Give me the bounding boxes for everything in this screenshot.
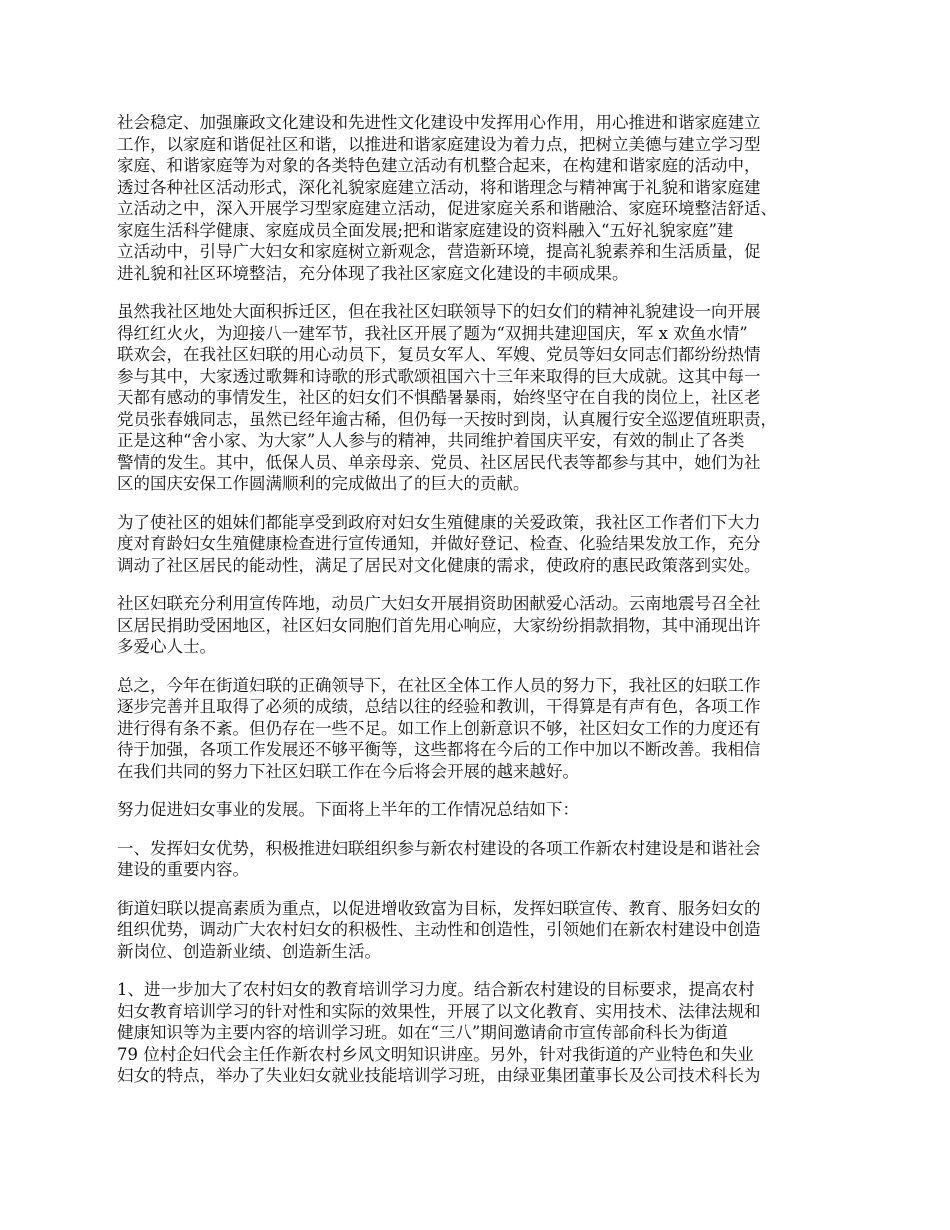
text-line: 妇女的特点，举办了失业妇女就业技能培训学习班，由绿亚集团董事长及公司技术科长为 (117, 1066, 761, 1085)
text-line: 调动了社区居民的能动性，满足了居民对文化健康的需求，使政府的惠民政策落到实处。 (117, 555, 761, 575)
text-line: 妇女教育培训学习的针对性和实际的效果性，开展了以文化教育、实用技术、法律法规和 (117, 1001, 761, 1021)
text-line: 街道妇联以提高素质为重点，以促进增收致富为目标，发挥妇联宣传、教育、服务妇女的 (117, 898, 761, 918)
text-line: 透过各种社区活动形式，深化礼貌家庭建立活动，将和谐理念与精神寓于礼貌和谐家庭建 (117, 177, 761, 197)
text-line: 家庭、和谐家庭等为对象的各类特色建立活动有机整合起来，在构建和谐家庭的活动中， (117, 156, 761, 175)
text-line: 参与其中，大家透过歌舞和诗歌的形式歌颂祖国六十三年来取得的巨大成就。这其中每一 (117, 366, 761, 386)
paragraph-family-culture (117, 112, 847, 284)
text-line: 1、进一步加大了农村妇女的教育培训学习力度。结合新农村建设的目标要求，提高农村 (117, 980, 755, 999)
text-line: 待于加强，各项工作发展还不够平衡等，这些都将在今后的工作中加以不断改善。我相信 (117, 740, 761, 759)
text-line: 虽然我社区地处大面积拆迁区，但在我社区妇联领导下的妇女们的精神礼貌建设一向开展 (117, 302, 761, 321)
paragraph-army-day-event (117, 301, 847, 495)
text-line: 警情的发生。其中，低保人员、单亲母亲、党员、社区居民代表等都参与其中，她们为社 (117, 452, 761, 472)
paragraph-intro (117, 799, 847, 821)
text-line: 联欢会，在我社区妇联的用心动员下，复员女军人、军嫂、党员等妇女同志们都纷纷热情 (117, 345, 761, 364)
text-line: 组织优势，调动广大农村妇女的积极性、主动性和创造性，引领她们在新农村建设中创造 (117, 920, 761, 939)
text-line: 为了使社区的姐妹们都能享受到政府对妇女生殖健康的关爱政策，我社区工作者们下大力 (117, 512, 761, 532)
text-line: 立活动中，引导广大妇女和家庭树立新观念，营造新环境，提高礼貌素养和生活质量，促 (117, 242, 761, 261)
text-line: 党员张春娥同志，虽然已经年逾古稀，但仍每一天按时到岗，认真履行安全巡逻值班职责， (117, 409, 777, 429)
text-line: 进礼貌和社区环境整洁，充分体现了我社区家庭文化建设的丰硕成果。 (117, 263, 629, 283)
paragraph-street-federation (117, 898, 847, 963)
text-line: 建设的重要内容。 (117, 860, 249, 879)
text-line: 度对育龄妇女生殖健康检查进行宣传通知，并做好登记、检查、化验结果发放工作，充分 (117, 534, 761, 553)
paragraph-health-checks (117, 512, 847, 577)
text-line: 正是这种“舍小家、为大家”人人参与的精神，共同维护着国庆平安，有效的制止了各类 (117, 431, 745, 450)
text-line: 总之，今年在街道妇联的正确领导下，在社区全体工作人员的努力下，我社区的妇联工作 (117, 675, 761, 695)
text-line: 逐步完善并且取得了必须的成绩，总结以往的经验和教训，干得算是有声有色，各项工作 (117, 697, 761, 716)
text-line: 新岗位、创造新业绩、创造新生活。 (117, 941, 381, 961)
text-line: 区的国庆安保工作圆满顺利的完成做出了的巨大的贡献。 (117, 474, 530, 493)
text-line: 天都有感动的事情发生，社区的妇女们不惧酷暑暴雨，始终坚守在自我的岗位上，社区老 (117, 388, 761, 407)
paragraph-training (117, 979, 847, 1087)
text-line: 进行得有条不紊。但仍存在一些不足。如工作上创新意识不够，社区妇女工作的力度还有 (117, 718, 761, 738)
text-line: 79 位村企妇代会主任作新农村乡风文明知识讲座。另外，针对我街道的产业特色和失业 (117, 1044, 754, 1064)
text-line: 立活动之中，深入开展学习型家庭建立活动，促进家庭关系和谐融洽、家庭环境整洁舒适、 (117, 199, 777, 218)
paragraph-donations (117, 593, 847, 658)
text-line: 社区妇联充分利用宣传阵地，动员广大妇女开展捐资助困献爱心活动。云南地震号召全社 (117, 594, 761, 613)
paragraph-section-one-heading (117, 838, 847, 881)
text-line: 工作，以家庭和谐促社区和谐，以推进和谐家庭建设为着力点，把树立美德与建立学习型 (117, 134, 761, 154)
text-line: 努力促进妇女事业的发展。下面将上半年的工作情况总结如下： (117, 800, 579, 819)
text-line: 多爱心人士。 (117, 637, 216, 656)
text-line: 社会稳定、加强廉政文化建设和先进性文化建设中发挥用心作用，用心推进和谐家庭建立 (117, 113, 761, 132)
text-line: 家庭生活科学健康、家庭成员全面发展;把和谐家庭建设的资料融入“五好礼貌家庭”建 (117, 220, 734, 240)
text-line: 得红红火火，为迎接八一建军节，我社区开展了题为“双拥共建迎国庆，军 x 欢鱼水情” (117, 323, 748, 343)
text-line: 一、发挥妇女优势，积极推进妇联组织参与新农村建设的各项工作新农村建设是和谐社会 (117, 838, 761, 858)
text-line: 区居民捐助受困地区，社区妇女同胞们首先用心响应，大家纷纷捐款捐物，其中涌现出许 (117, 615, 761, 635)
text-line: 在我们共同的努力下社区妇联工作在今后将会开展的越来越好。 (117, 761, 579, 781)
document-page (117, 112, 847, 1104)
text-line: 健康知识等为主要内容的培训学习班。如在“三八”期间邀请俞市宣传部俞科长为街道 (117, 1023, 728, 1042)
paragraph-summary (117, 675, 847, 783)
